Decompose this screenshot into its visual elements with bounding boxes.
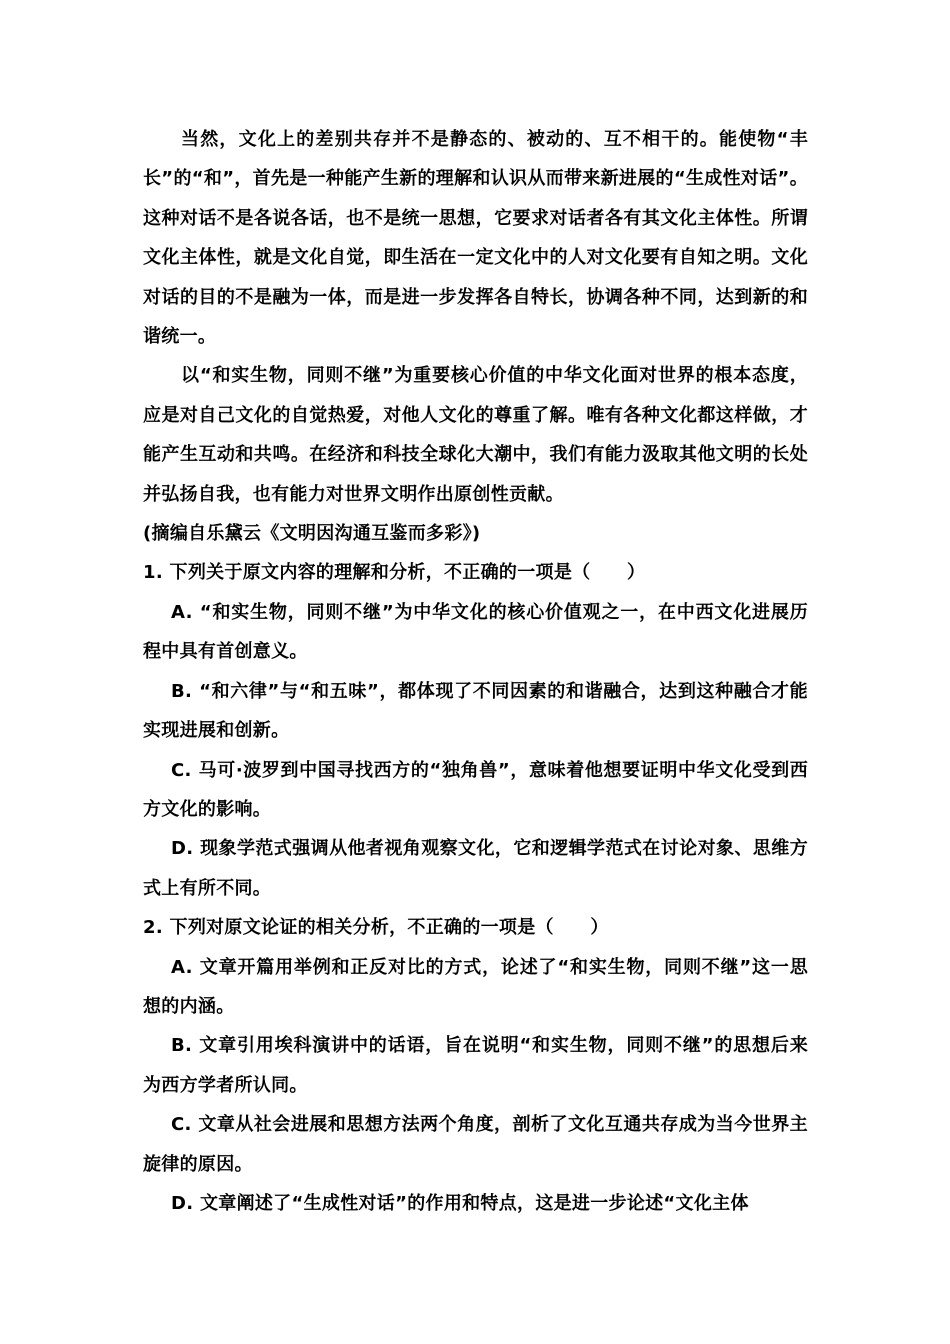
option-c[interactable]	[143, 1105, 808, 1184]
document-page	[143, 120, 808, 1223]
option-text: 现象学范式强调从他者视角观察文化，它和逻辑学范式在讨论对象、思维方式上有所不同。	[143, 838, 808, 899]
option-text: 文章引用埃科演讲中的话语，旨在说明“和实生物，同则不继”的思想后来为西方学者所认同。	[143, 1035, 808, 1096]
option-text: 文章阐述了“生成性对话”的作用和特点，这是进一步论述“文化主体	[199, 1192, 749, 1214]
option-c[interactable]	[143, 751, 808, 830]
question-1	[143, 553, 808, 908]
question-2	[143, 908, 808, 1223]
option-a[interactable]	[143, 593, 808, 672]
passage-paragraph: 当然，文化上的差别共存并不是静态的、被动的、互不相干的。能使物“丰长”的“和”，首先是一种能产生新的理解和认识从而带来新进展的“生成性对话”。这种对话不是各说各话，也不是统一思想，它要求对话者各有其文化主体性。所谓文化主体性，就是文化自觉，即生活在一定文化中的人对文化要有自知之明。文化对话的目的不是融为一体，而是进一步发挥各自特长，协调各种不同，达到新的和谐统一。	[143, 129, 808, 348]
option-label: A.	[171, 956, 193, 978]
option-label: B.	[171, 680, 193, 702]
option-text: 文章从社会进展和思想方法两个角度，剖析了文化互通共存成为当今世界主旋律的原因。	[143, 1114, 808, 1175]
question-stem: 2. 下列对原文论证的相关分析，不正确的一项是（ ）	[143, 917, 609, 939]
option-text: 马可·波罗到中国寻找西方的“独角兽”，意味着他想要证明中华文化受到西方文化的影响。	[143, 759, 808, 820]
option-d[interactable]	[143, 829, 808, 908]
option-d[interactable]	[143, 1184, 808, 1223]
option-label: B.	[171, 1035, 193, 1057]
option-text: 文章开篇用举例和正反对比的方式，论述了“和实生物，同则不继”这一思想的内涵。	[143, 956, 808, 1017]
option-b[interactable]	[143, 1026, 808, 1105]
passage-source: (摘编自乐黛云《文明因沟通互鉴而多彩》)	[143, 523, 481, 545]
option-label: D.	[171, 838, 194, 860]
option-b[interactable]	[143, 672, 808, 751]
option-text: “和实生物，同则不继”为中华文化的核心价值观之一，在中西文化进展历程中具有首创意义。	[143, 601, 808, 663]
question-stem: 1. 下列关于原文内容的理解和分析，不正确的一项是（ ）	[143, 562, 646, 584]
option-label: C.	[171, 1114, 192, 1136]
option-a[interactable]	[143, 948, 808, 1027]
option-label: D.	[171, 1192, 194, 1214]
option-label: A.	[171, 601, 193, 623]
passage-paragraph: 以“和实生物，同则不继”为重要核心价值的中华文化面对世界的根本态度，应是对自己文化的自觉热爱，对他人文化的尊重了解。唯有各种文化都这样做，才能产生互动和共鸣。在经济和科技全球化大潮中，我们有能力汲取其他文明的长处并弘扬自我，也有能力对世界文明作出原创性贡献。	[143, 365, 808, 505]
option-label: C.	[171, 759, 192, 781]
option-text: “和六律”与“和五味”，都体现了不同因素的和谐融合，达到这种融合才能实现进展和创新。	[143, 680, 808, 742]
